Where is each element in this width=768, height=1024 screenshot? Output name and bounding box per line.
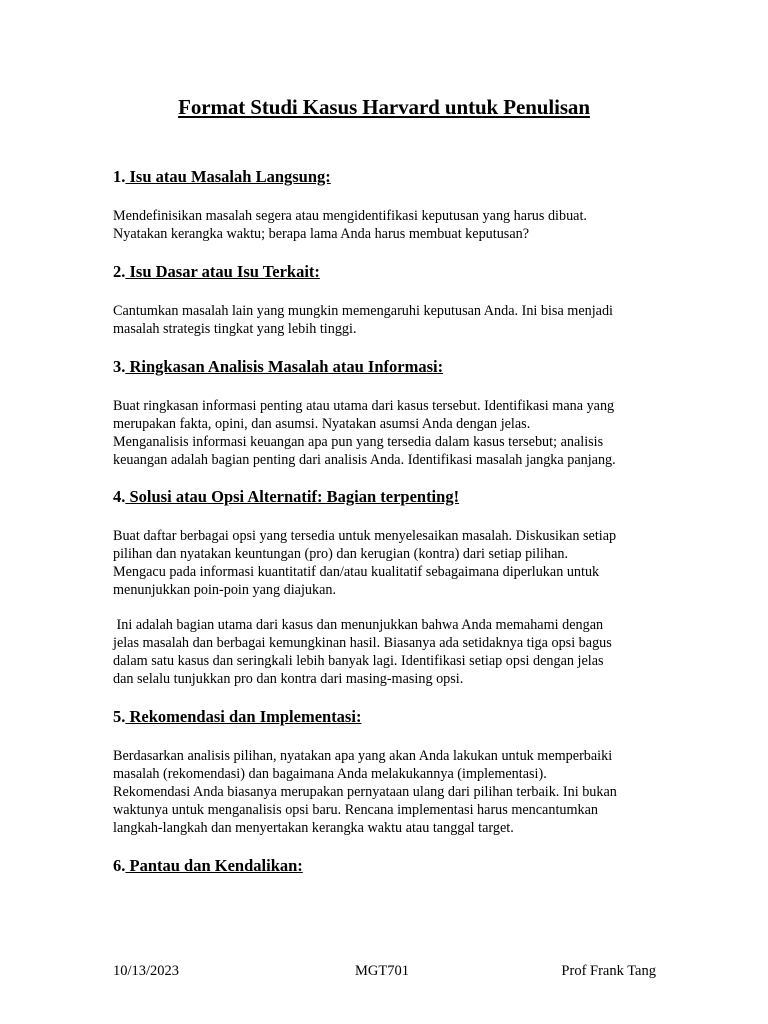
section-heading-1 bbox=[113, 167, 331, 187]
section-heading-2 bbox=[113, 262, 320, 282]
footer-course-code: MGT701 bbox=[355, 963, 409, 979]
paragraph-line: Mendefinisikan masalah segera atau mengidentifikasi keputusan yang harus dibuat. bbox=[113, 208, 587, 224]
section-heading-3 bbox=[113, 357, 443, 377]
paragraph-line: dan selalu tunjukkan pro dan kontra dari masing-masing opsi. bbox=[113, 671, 464, 688]
section-heading-text: Solusi atau Opsi Alternatif: Bagian terpenting! bbox=[125, 487, 460, 506]
paragraph-line: dalam satu kasus dan seringkali lebih banyak lagi. Identifikasi setiap opsi dengan jelas bbox=[113, 653, 604, 670]
section-number: 5. bbox=[113, 707, 126, 726]
section-number: 4. bbox=[113, 487, 126, 506]
footer-date: 10/13/2023 bbox=[113, 963, 180, 979]
section-4-paragraph-1 bbox=[113, 527, 658, 599]
paragraph-line: Buat daftar berbagai opsi yang tersedia untuk menyelesaikan masalah. Diskusikan setiap bbox=[113, 528, 617, 544]
paragraph-line: merupakan fakta, opini, dan asumsi. Nyatakan asumsi Anda dengan jelas. bbox=[113, 416, 531, 433]
paragraph-line: Rekomendasi Anda biasanya merupakan pernyataan ulang dari pilihan terbaik. Ini bukan bbox=[113, 784, 617, 801]
paragraph-line: Buat ringkasan informasi penting atau utama dari kasus tersebut. Identifikasi mana yang bbox=[113, 398, 615, 414]
section-2-paragraph-1 bbox=[113, 302, 658, 338]
paragraph-line: masalah (rekomendasi) dan bagaimana Anda melakukannya (implementasi). bbox=[113, 766, 547, 783]
paragraph-line: Cantumkan masalah lain yang mungkin memengaruhi keputusan Anda. Ini bisa menjadi bbox=[113, 303, 613, 319]
section-1-paragraph-1 bbox=[113, 207, 658, 243]
paragraph-line: Ini adalah bagian utama dari kasus dan menunjukkan bahwa Anda memahami dengan bbox=[113, 617, 604, 633]
section-heading-text: Ringkasan Analisis Masalah atau Informasi: bbox=[125, 357, 444, 376]
section-heading-6 bbox=[113, 856, 303, 876]
paragraph-line: langkah-langkah dan menyertakan kerangka waktu atau tanggal target. bbox=[113, 820, 514, 837]
section-number: 6. bbox=[113, 856, 126, 875]
paragraph-line: keuangan adalah bagian penting dari analisis Anda. Identifikasi masalah jangka panjang. bbox=[113, 452, 616, 469]
section-heading-text: Rekomendasi dan Implementasi: bbox=[125, 707, 362, 726]
page-title: Format Studi Kasus Harvard untuk Penulisan bbox=[178, 95, 590, 119]
paragraph-line: jelas masalah dan berbagai kemungkinan hasil. Biasanya ada setidaknya tiga opsi bagus bbox=[113, 635, 612, 652]
paragraph-line: masalah strategis tingkat yang lebih tinggi. bbox=[113, 321, 357, 338]
footer-author: Prof Frank Tang bbox=[561, 963, 656, 979]
paragraph-line: pilihan dan nyatakan keuntungan (pro) dan kerugian (kontra) dari setiap pilihan. bbox=[113, 546, 569, 563]
section-3-paragraph-1 bbox=[113, 397, 658, 469]
section-5-paragraph-1 bbox=[113, 747, 658, 837]
section-heading-text: Pantau dan Kendalikan: bbox=[125, 856, 303, 875]
paragraph-line: waktunya untuk menganalisis opsi baru. Rencana implementasi harus mencantumkan bbox=[113, 802, 599, 819]
section-4-paragraph-2 bbox=[113, 616, 658, 688]
section-number: 1. bbox=[113, 167, 126, 186]
paragraph-line: menunjukkan poin-poin yang diajukan. bbox=[113, 582, 337, 599]
paragraph-line: Nyatakan kerangka waktu; berapa lama Anda harus membuat keputusan? bbox=[113, 226, 530, 243]
section-number: 3. bbox=[113, 357, 126, 376]
page-footer bbox=[113, 961, 656, 981]
section-heading-text: Isu Dasar atau Isu Terkait: bbox=[125, 262, 320, 281]
section-heading-5 bbox=[113, 707, 361, 727]
section-number: 2. bbox=[113, 262, 126, 281]
paragraph-line: Menganalisis informasi keuangan apa pun yang tersedia dalam kasus tersebut; analisis bbox=[113, 434, 604, 451]
section-heading-text: Isu atau Masalah Langsung: bbox=[125, 167, 331, 186]
paragraph-line: Mengacu pada informasi kuantitatif dan/atau kualitatif sebagaimana diperlukan untuk bbox=[113, 564, 600, 581]
section-heading-4 bbox=[113, 487, 459, 507]
paragraph-line: Berdasarkan analisis pilihan, nyatakan apa yang akan Anda lakukan untuk memperbaiki bbox=[113, 748, 613, 764]
